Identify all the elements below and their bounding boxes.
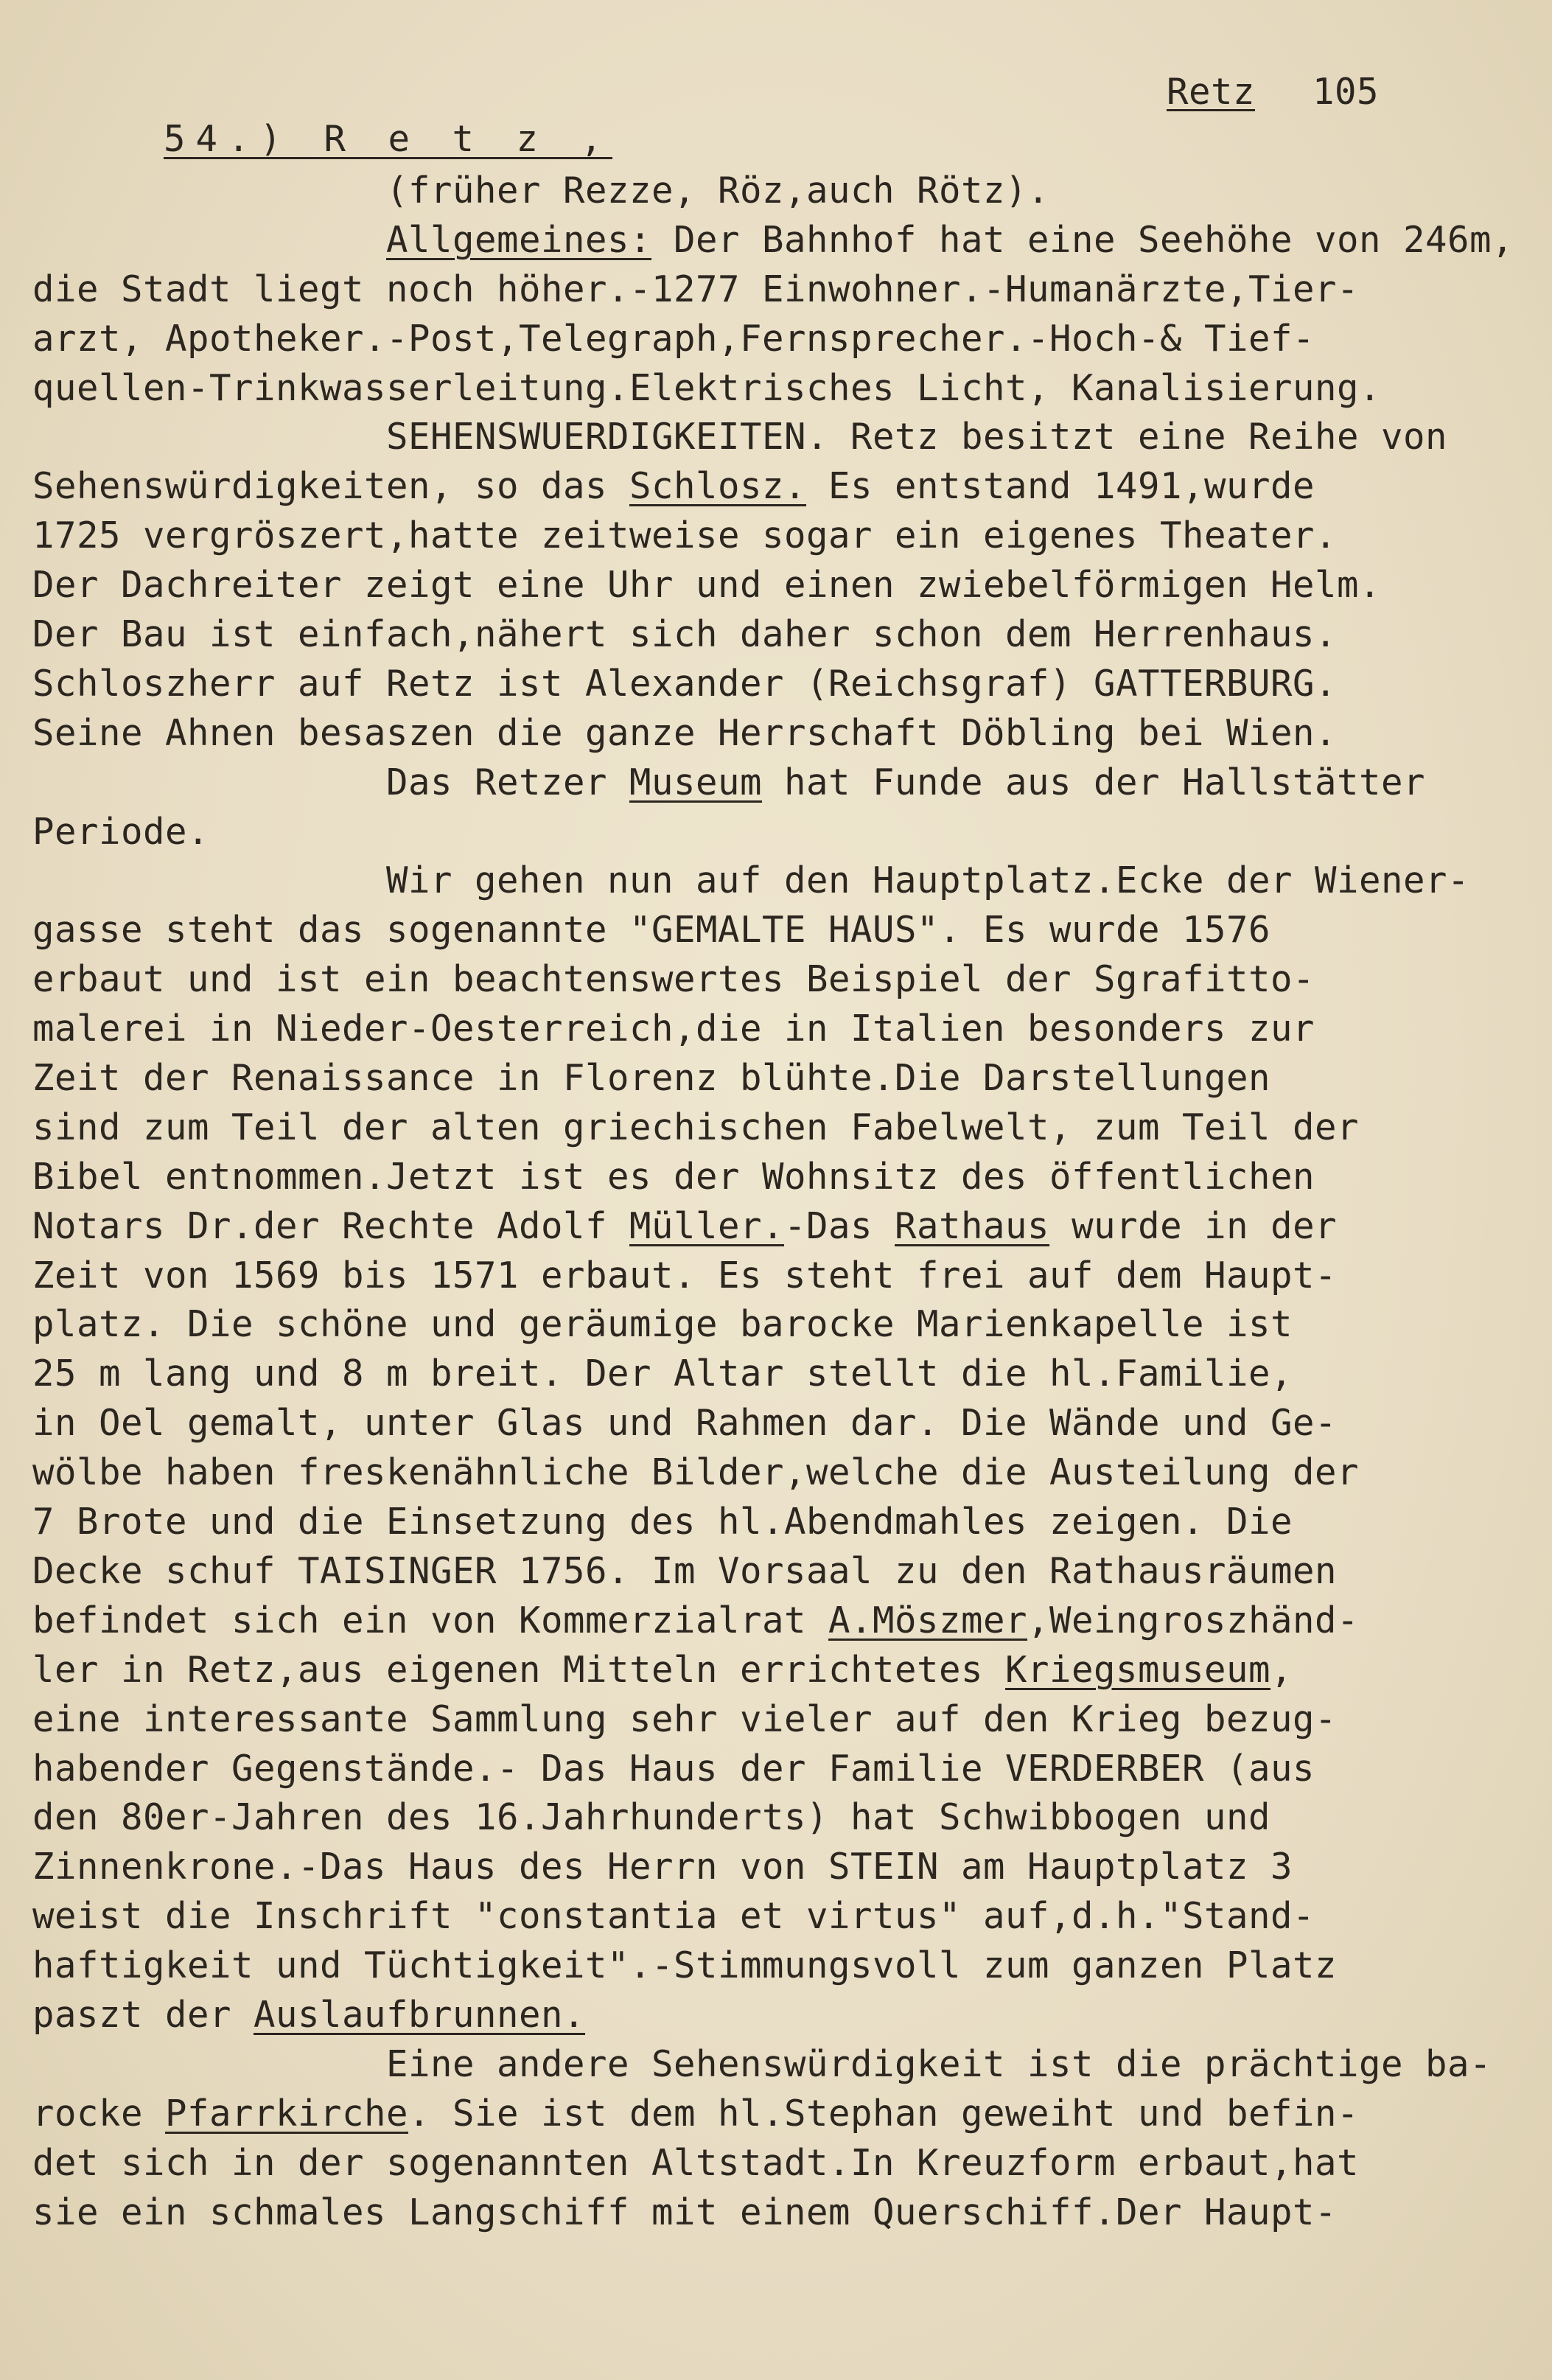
text-line [32, 1054, 1521, 1103]
text-line [32, 709, 1521, 758]
underlined-term: A.Möszmer [828, 1599, 1028, 1641]
text-line [32, 1103, 1521, 1153]
text-line [32, 906, 1521, 955]
text-segment: Bibel entnommen.Jetzt ist es der Wohnsitz des öffentlichen [32, 1155, 1315, 1198]
text-line [32, 1350, 1521, 1399]
text-line [32, 1153, 1521, 1202]
text-segment: gasse steht das sogenannte "GEMALTE HAUS". Es wurde 1576 [32, 909, 1271, 952]
text-line [32, 758, 1521, 808]
underlined-term: Pfarrkirche [165, 2092, 409, 2135]
text-segment: die Stadt liegt noch höher.-1277 Einwohner.-Humanärzte,Tier- [32, 268, 1360, 310]
underlined-term: Schlosz. [629, 465, 807, 508]
text-line [32, 1596, 1521, 1646]
text-segment: malerei in Nieder-Oesterreich,die in Italien besonders zur [32, 1008, 1315, 1050]
text-line [32, 1399, 1521, 1448]
text-line [32, 808, 1521, 857]
text-segment: Der Dachreiter zeigt eine Uhr und einen zwiebelförmigen Helm. [32, 564, 1382, 607]
text-line [32, 1793, 1521, 1843]
text-line [32, 364, 1521, 413]
text-segment: platz. Die schöne und geräumige barocke Marienkapelle ist [32, 1303, 1293, 1346]
text-line [32, 1202, 1521, 1252]
text-line [32, 2139, 1521, 2188]
text-line [32, 1448, 1521, 1498]
text-line [32, 1300, 1521, 1350]
text-line [32, 265, 1521, 315]
text-segment: SEHENSWUERDIGKEITEN. Retz besitzt eine Reihe von [32, 416, 1448, 458]
text-line [32, 2090, 1521, 2139]
text-line [32, 1695, 1521, 1745]
text-segment: 1725 vergröszert,hatte zeitweise sogar ein eigenes Theater. [32, 514, 1338, 557]
text-segment: 25 m lang und 8 m breit. Der Altar stellt die hl.Familie, [32, 1353, 1293, 1395]
text-segment: Eine andere Sehenswürdigkeit ist die prächtige ba- [32, 2042, 1492, 2085]
text-segment: Der Bau ist einfach,nähert sich daher schon dem Herrenhaus. [32, 613, 1338, 656]
text-segment: Wir gehen nun auf den Hauptplatz.Ecke der Wiener- [32, 859, 1470, 902]
text-line [32, 1745, 1521, 1794]
text-segment: den 80er-Jahren des 16.Jahrhunderts) hat Schwibbogen und [32, 1796, 1271, 1839]
text-segment: Decke schuf TAISINGER 1756. Im Vorsaal zu den Rathausräumen [32, 1549, 1338, 1592]
text-segment: sie ein schmales Langschiff mit einem Querschiff.Der Haupt- [32, 2191, 1338, 2233]
text-line [32, 955, 1521, 1005]
text-line [32, 1991, 1521, 2040]
text-segment: arzt, Apotheker.-Post,Telegraph,Fernsprecher.-Hoch-& Tief- [32, 317, 1315, 360]
text-segment: Der Bahnhof hat eine Seehöhe von 246m, [651, 218, 1514, 261]
text-segment: ,Weingroszhänd- [1027, 1599, 1360, 1641]
text-line [32, 1252, 1521, 1301]
text-segment: Zeit von 1569 bis 1571 erbaut. Es steht frei auf dem Haupt- [32, 1254, 1338, 1297]
text-segment: haftigkeit und Tüchtigkeit".-Stimmungsvoll zum ganzen Platz [32, 1944, 1338, 1987]
text-segment: habender Gegenstände.- Das Haus der Familie VERDERBER (aus [32, 1747, 1315, 1790]
text-segment: sind zum Teil der alten griechischen Fabelwelt, zum Teil der [32, 1106, 1360, 1148]
text-segment: , [1270, 1648, 1293, 1691]
text-segment: Periode. [32, 810, 210, 853]
text-segment: Das Retzer [32, 761, 630, 803]
text-line [32, 1941, 1521, 1991]
underlined-term: Allgemeines: [386, 218, 652, 261]
underlined-term: Auslaufbrunnen. [254, 1993, 586, 2036]
text-segment: Zinnenkrone.-Das Haus des Herrn von STEIN am Hauptplatz 3 [32, 1846, 1293, 1888]
text-segment: wurde in der [1049, 1204, 1338, 1247]
text-line [32, 512, 1521, 561]
text-line [32, 413, 1521, 462]
text-segment: rocke [32, 2092, 166, 2135]
text-segment: . Sie ist dem hl.Stephan geweiht und befin- [408, 2092, 1360, 2135]
text-line [32, 1498, 1521, 1547]
text-line [32, 561, 1521, 610]
text-segment: weist die Inschrift "constantia et virtus" auf,d.h."Stand- [32, 1895, 1315, 1938]
text-segment: Schloszherr auf Retz ist Alexander (Reichsgraf) GATTERBURG. [32, 662, 1338, 705]
underlined-term: Rathaus [895, 1204, 1050, 1247]
text-line [32, 462, 1521, 512]
text-segment: hat Funde aus der Hallstätter [762, 761, 1426, 803]
text-segment: (früher Rezze, Röz,auch Rötz). [32, 170, 1050, 212]
text-line [32, 1005, 1521, 1054]
text-line [32, 660, 1521, 709]
text-line [32, 216, 1521, 265]
text-line [32, 315, 1521, 364]
running-header [1167, 71, 1379, 113]
text-segment: 7 Brote und die Einsetzung des hl.Abendmahles zeigen. Die [32, 1501, 1293, 1543]
text-segment: wölbe haben freskenähnliche Bilder,welche die Austeilung der [32, 1451, 1360, 1494]
underlined-term: Müller. [629, 1204, 785, 1247]
page-number: 105 [1312, 71, 1380, 113]
text-segment: Zeit der Renaissance in Florenz blühte.Die Darstellungen [32, 1057, 1271, 1100]
text-segment: -Das [784, 1204, 895, 1247]
body-text [32, 167, 1521, 2237]
text-line [32, 2188, 1521, 2238]
text-line [32, 1646, 1521, 1695]
header-place: Retz [1167, 71, 1256, 113]
underlined-term: Kriegsmuseum [1005, 1648, 1271, 1691]
entry-title: 54.) R e t z , [164, 118, 613, 160]
text-segment [32, 219, 386, 261]
text-segment: eine interessante Sammlung sehr vieler auf den Krieg bezug- [32, 1697, 1338, 1740]
text-segment: Sehenswürdigkeiten, so das [32, 465, 630, 508]
text-segment: Es entstand 1491,wurde [806, 465, 1315, 508]
text-line [32, 2040, 1521, 2090]
text-segment: quellen-Trinkwasserleitung.Elektrisches Licht, Kanalisierung. [32, 366, 1382, 409]
text-segment: erbaut und ist ein beachtenswertes Beispiel der Sgrafitto- [32, 958, 1315, 1001]
text-segment: in Oel gemalt, unter Glas und Rahmen dar. Die Wände und Ge- [32, 1402, 1338, 1445]
text-line [32, 167, 1521, 216]
text-segment: befindet sich ein von Kommerzialrat [32, 1599, 829, 1641]
text-line [32, 610, 1521, 660]
text-line [32, 1547, 1521, 1596]
text-segment: ler in Retz,aus eigenen Mitteln errichtetes [32, 1648, 1006, 1691]
text-segment: Seine Ahnen besaszen die ganze Herrschaft Döbling bei Wien. [32, 711, 1338, 754]
text-line [32, 1843, 1521, 1892]
text-line [32, 1892, 1521, 1941]
text-segment: paszt der [32, 1993, 254, 2036]
text-segment: Notars Dr.der Rechte Adolf [32, 1204, 630, 1247]
underlined-term: Museum [629, 761, 763, 803]
text-segment: det sich in der sogenannten Altstadt.In Kreuzform erbaut,hat [32, 2141, 1360, 2184]
text-line [32, 856, 1521, 906]
